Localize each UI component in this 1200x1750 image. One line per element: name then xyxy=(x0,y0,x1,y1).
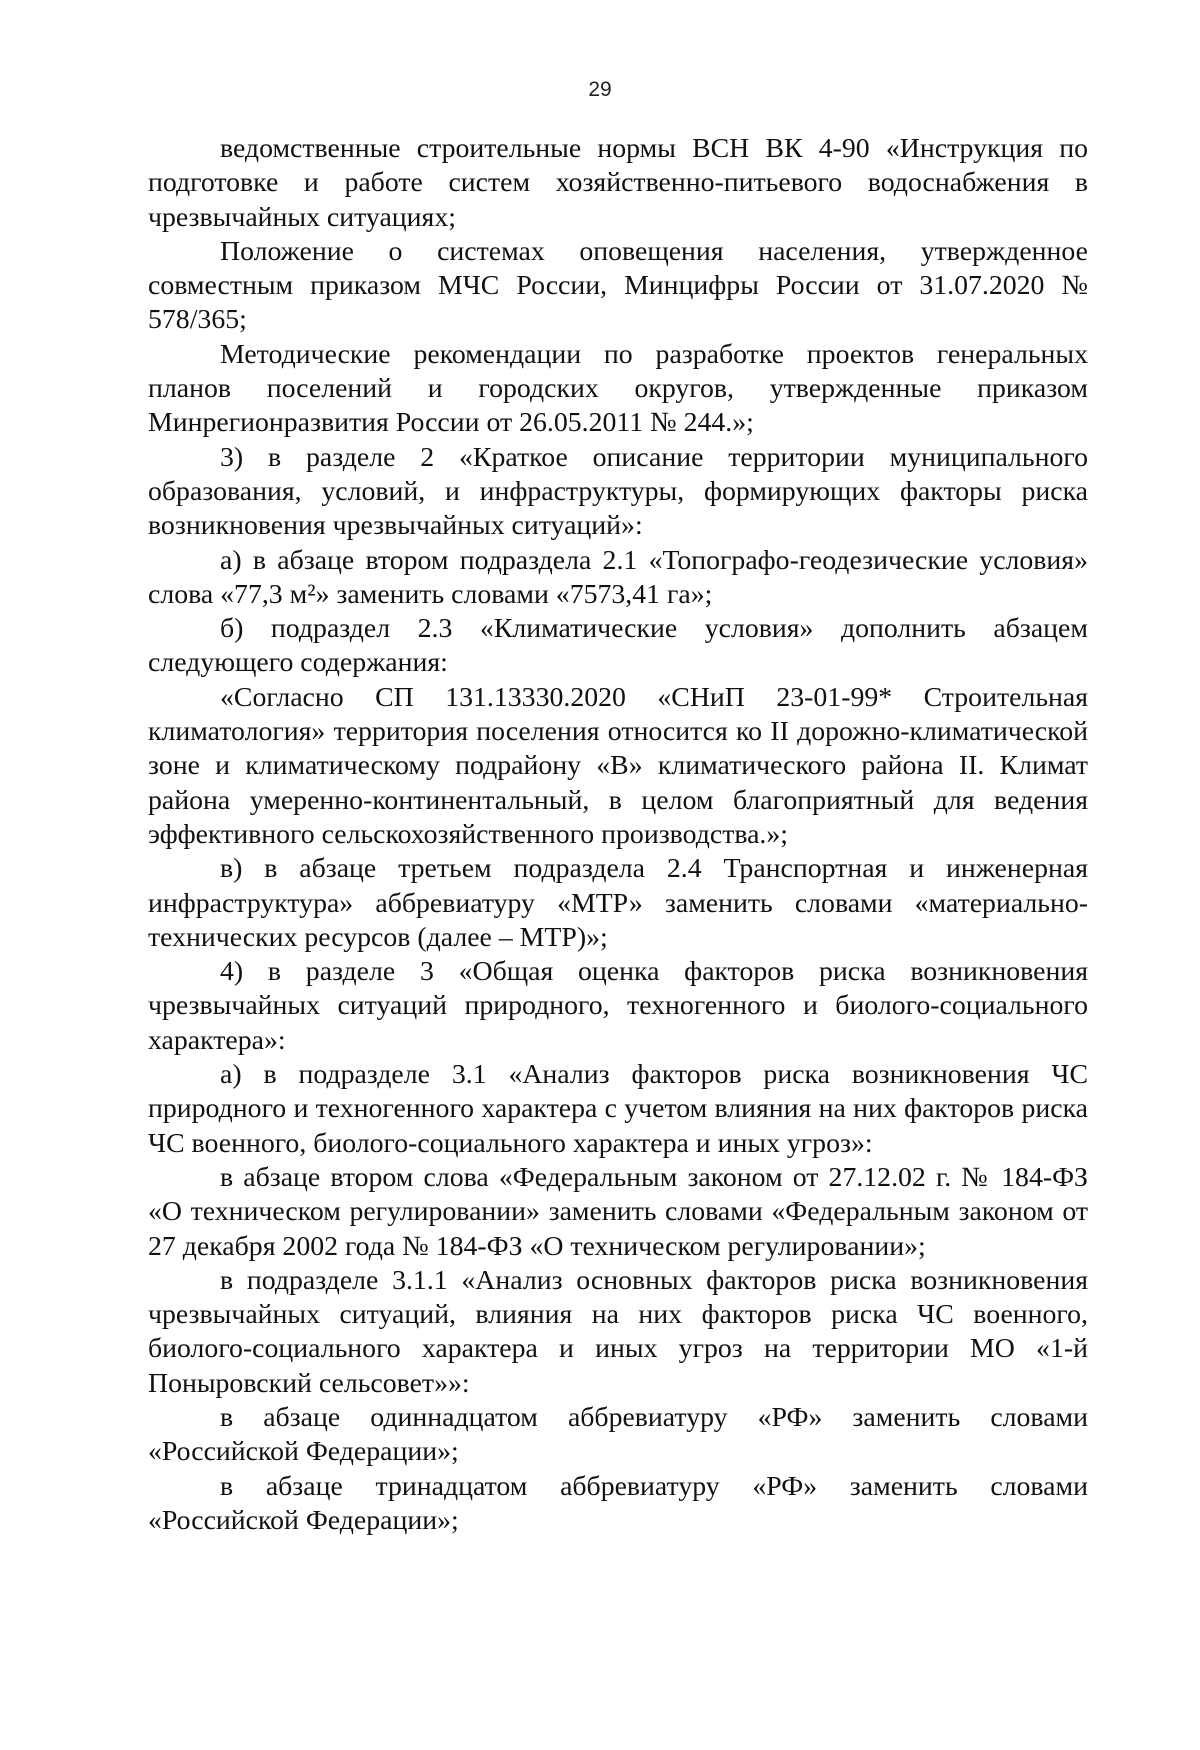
page-number: 29 xyxy=(588,78,612,101)
paragraph-vsn-vk: ведомственные строительные нормы ВСН ВК 4-90 «Инструкция по подготовке и работе систем хозяйственно-питьевого водоснабжения в чрезвычайных ситуациях; xyxy=(148,133,1088,233)
paragraph-federal-law: в абзаце втором слова «Федеральным законом от 27.12.02 г. № 184-ФЗ «О техническом регулировании» заменить словами «Федеральным законом от 27 декабря 2002 года № 184-ФЗ «О техническом регулировании»; xyxy=(148,1161,1088,1262)
paragraph-item-4a: а) в подразделе 3.1 «Анализ факторов риска возникновения ЧС природного и техногенного характера с учетом влияния на них факторов риска ЧС военного, биолого-социального характера и иных угроз»: xyxy=(148,1059,1088,1159)
paragraph-eleventh-abzac: в абзаце одиннадцатом аббревиатуру «РФ» заменить словами «Российской Федерации»; xyxy=(148,1401,1088,1468)
paragraph-item-3: 3) в разделе 2 «Краткое описание территории муниципального образования, условий, и инфраструктуры, формирующих факторы риска возникновения чрезвычайных ситуаций»: xyxy=(148,441,1088,542)
paragraph-warning-systems: Положение о системах оповещения населения, утвержденное совместным приказом МЧС России, Минцифры России от 31.07.2020 № 578/365; xyxy=(148,235,1088,336)
paragraph-subsection-3-1-1: в подразделе 3.1.1 «Анализ основных факторов риска возникновения чрезвычайных ситуаций, влияния на них факторов риска ЧС военного, биолого-социального характера и иных угроз на территории МО «1-й Поныровский сельсовет»»: xyxy=(148,1264,1088,1399)
paragraph-item-3v: в) в абзаце третьем подраздела 2.4 Транспортная и инженерная инфраструктура» аббревиатуру «МТР» заменить словами «материально-технических ресурсов (далее – МТР)»; xyxy=(148,853,1088,953)
document-body xyxy=(148,132,1088,1538)
paragraph-climate-quote: «Согласно СП 131.13330.2020 «СНиП 23-01-99* Строительная климатология» территория поселения относится ко II дорожно-климатической зоне и климатическому подрайону «В» климатического района II. Климат района умеренно-континентальный, в целом благоприятный для ведения эффективного сельскохозяйственного производства.»; xyxy=(148,681,1088,850)
paragraph-thirteenth-abzac: в абзаце тринадцатом аббревиатуру «РФ» заменить словами «Российской Федерации»; xyxy=(148,1470,1088,1536)
paragraph-item-3b: б) подраздел 2.3 «Климатические условия» дополнить абзацем следующего содержания: xyxy=(148,613,1088,679)
paragraph-item-3a: а) в абзаце втором подраздела 2.1 «Топографо-геодезические условия» слова «77,3 м²» заменить словами «7573,41 га»; xyxy=(148,544,1088,610)
paragraph-item-4: 4) в разделе 3 «Общая оценка факторов риска возникновения чрезвычайных ситуаций природного, техногенного и биолого-социального характера»: xyxy=(148,956,1088,1056)
paragraph-methodical-recommendations: Методические рекомендации по разработке проектов генеральных планов поселений и городских округов, утвержденные приказом Минрегионразвития России от 26.05.2011 № 244.»; xyxy=(148,338,1088,439)
